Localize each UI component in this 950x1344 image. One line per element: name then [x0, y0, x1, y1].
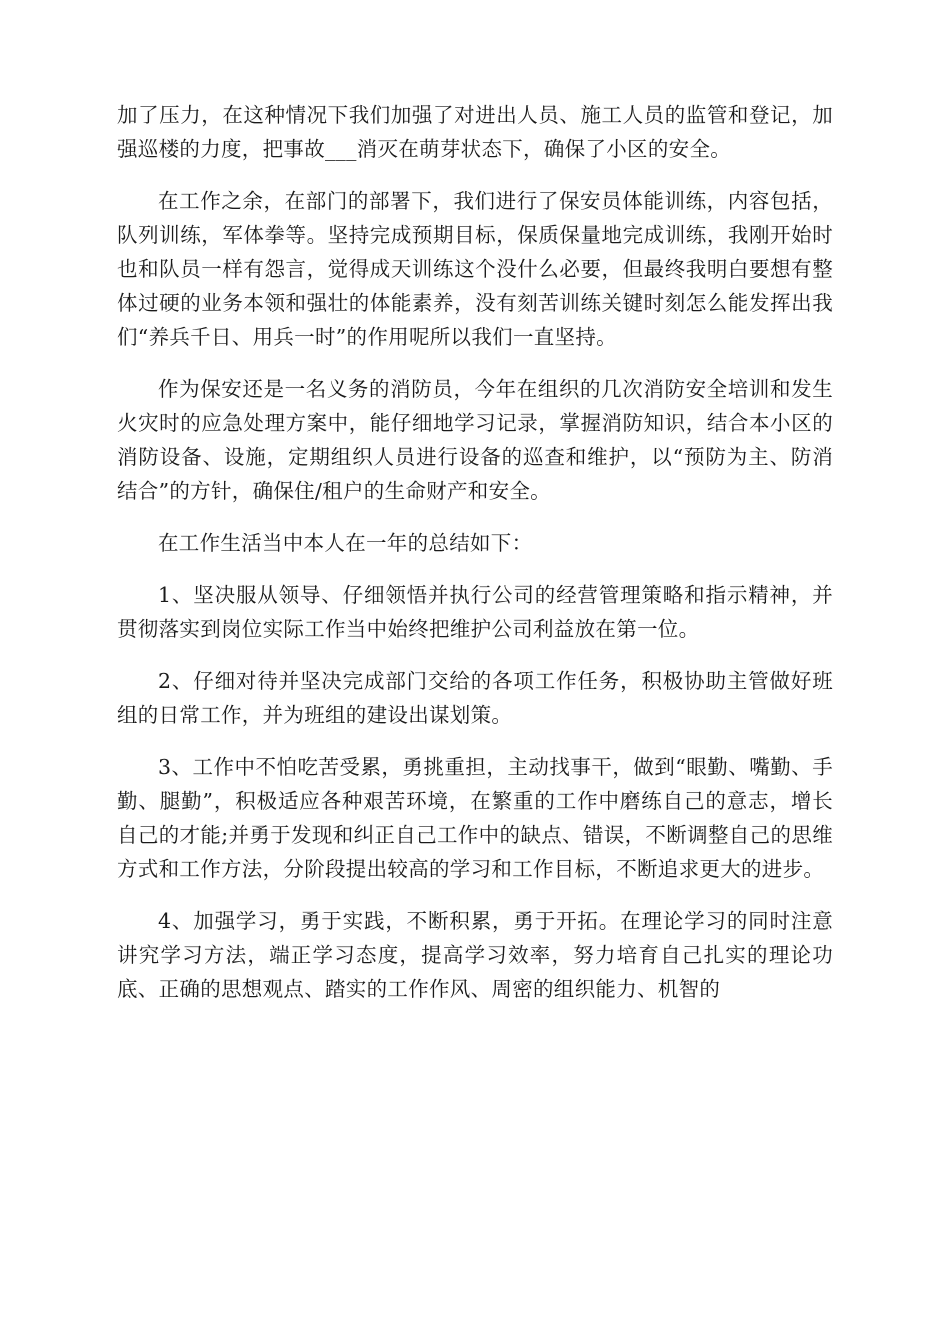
document-page — [117, 98, 833, 1024]
list-item-4: 4、加强学习，勇于实践，不断积累，勇于开拓。在理论学习的同时注意讲究学习方法，端正学习态度，提高学习效率，努力培育自己扎实的理论功底、正确的思想观点、踏实的工作作风、周密的组织能力、机智的 — [117, 909, 833, 1001]
paragraph-summary-intro: 在工作生活当中本人在一年的总结如下： — [158, 531, 533, 555]
paragraph-training: 在工作之余，在部门的部署下，我们进行了保安员体能训练，内容包括，队列训练，军体拳等。坚持完成预期目标，保质保量地完成训练，我刚开始时也和队员一样有怨言，觉得成天训练这个没什么必要，但最终我明白要想有整体过硬的业务本领和强壮的体能素养，没有刻苦训练关键时刻怎么能发挥出我们“养兵千日、用兵一时”的作用呢所以我们一直坚持。 — [117, 189, 833, 349]
list-item-3: 3、工作中不怕吃苦受累，勇挑重担，主动找事干，做到“眼勤、嘴勤、手勤、腿勤”，积极适应各种艰苦环境，在繁重的工作中磨练自己的意志，增长自己的才能;并勇于发现和纠正自己工作中的缺点、错误，不断调整自己的思维方式和工作方法，分阶段提出较高的学习和工作目标，不断追求更大的进步。 — [117, 755, 833, 881]
paragraph-fire-safety: 作为保安还是一名义务的消防员，今年在组织的几次消防安全培训和发生火灾时的应急处理方案中，能仔细地学习记录，掌握消防知识，结合本小区的消防设备、设施，定期组织人员进行设备的巡查和维护，以“预防为主、防消结合”的方针，确保住/租户的生命财产和安全。 — [117, 377, 833, 503]
paragraph-continuation: 加了压力，在这种情况下我们加强了对进出人员、施工人员的监管和登记，加强巡楼的力度，把事故___消灭在萌芽状态下，确保了小区的安全。 — [117, 103, 833, 161]
list-item-2: 2、仔细对待并坚决完成部门交给的各项工作任务，积极协助主管做好班组的日常工作，并为班组的建设出谋划策。 — [117, 669, 833, 727]
list-item-1: 1、坚决服从领导、仔细领悟并执行公司的经营管理策略和指示精神，并贯彻落实到岗位实际工作当中始终把维护公司利益放在第一位。 — [117, 583, 833, 641]
